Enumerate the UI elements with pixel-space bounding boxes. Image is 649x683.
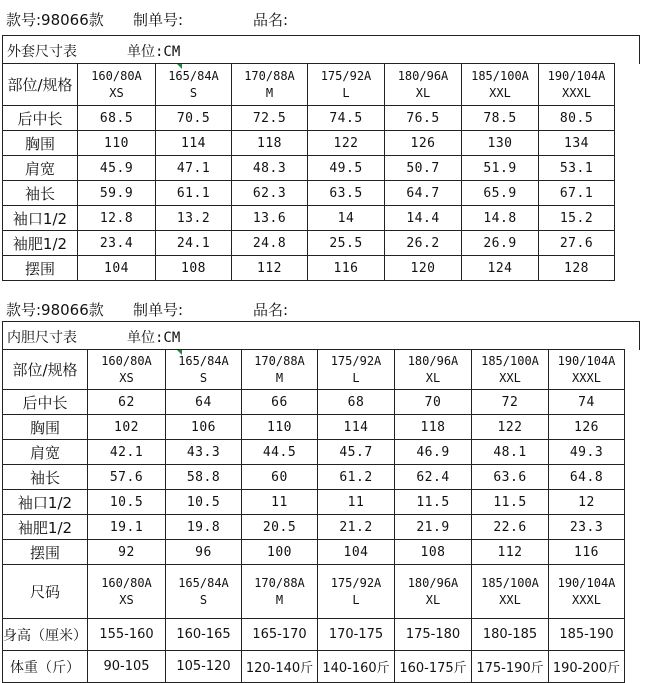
size-header-cell[interactable] bbox=[385, 64, 462, 106]
outer-unit[interactable]: 单位:CM bbox=[127, 44, 181, 60]
size-spec: 185/100A bbox=[481, 575, 539, 590]
table-row bbox=[3, 651, 625, 683]
size-code: XXL bbox=[499, 592, 521, 607]
size-spec: 185/100A bbox=[481, 353, 539, 368]
size-code: S bbox=[189, 85, 198, 100]
size-spec: 175/92A bbox=[330, 353, 382, 368]
size-spec: 160/80A bbox=[91, 68, 142, 83]
value-cell[interactable]: 23.4 bbox=[78, 231, 156, 256]
size-spec: 175/92A bbox=[330, 575, 382, 590]
value-cell[interactable]: 64.8 bbox=[549, 465, 625, 490]
value-cell[interactable]: 22.6 bbox=[472, 515, 549, 540]
size-header-cell[interactable] bbox=[308, 64, 385, 106]
size-header-cell[interactable] bbox=[395, 565, 472, 619]
value-cell[interactable]: 175-180 bbox=[395, 619, 472, 651]
size-header-cell[interactable] bbox=[242, 565, 318, 619]
row-label-cell[interactable]: 胸围 bbox=[3, 131, 78, 156]
value-cell[interactable]: 180-185 bbox=[472, 619, 549, 651]
table-row bbox=[3, 465, 625, 490]
size-header-cell[interactable] bbox=[88, 565, 166, 619]
outer-table-title[interactable]: 外套尺寸表 bbox=[7, 44, 77, 60]
size-code: XXXL bbox=[572, 370, 601, 385]
value-cell[interactable]: 90-105 bbox=[88, 651, 166, 683]
value-cell[interactable]: 80.5 bbox=[539, 106, 615, 131]
row-label-cell[interactable]: 袖口1/2 bbox=[3, 206, 78, 231]
corner-cell[interactable]: 尺码 bbox=[3, 565, 88, 619]
value-cell[interactable]: 49.3 bbox=[549, 440, 625, 465]
corner-cell[interactable]: 部位/规格 bbox=[3, 350, 88, 390]
size-code: S bbox=[199, 592, 208, 607]
value-cell[interactable]: 26.9 bbox=[462, 231, 539, 256]
table-row bbox=[3, 256, 615, 281]
size-header-cell[interactable] bbox=[78, 64, 156, 106]
value-cell[interactable]: 104 bbox=[318, 540, 395, 565]
size-code: XL bbox=[415, 85, 431, 100]
size-header-cell[interactable] bbox=[472, 350, 549, 390]
size-spec: 170/88A bbox=[254, 575, 305, 590]
value-cell[interactable]: 190-200斤 bbox=[549, 651, 625, 683]
row-label-cell[interactable]: 肩宽 bbox=[3, 440, 88, 465]
value-cell[interactable]: 160-175斤 bbox=[395, 651, 472, 683]
value-cell[interactable]: 45.7 bbox=[318, 440, 395, 465]
value-cell[interactable]: 160-165 bbox=[166, 619, 242, 651]
size-header-cell[interactable] bbox=[232, 64, 308, 106]
row-label-cell[interactable]: 袖口1/2 bbox=[3, 490, 88, 515]
size-spec: 160/80A bbox=[101, 353, 152, 368]
size-code: XXXL bbox=[562, 85, 591, 100]
size-header-cell[interactable] bbox=[472, 565, 549, 619]
value-cell[interactable]: 74.5 bbox=[308, 106, 385, 131]
value-cell[interactable]: 66 bbox=[242, 390, 318, 415]
value-cell[interactable]: 47.1 bbox=[156, 156, 232, 181]
product-name[interactable]: 品名: bbox=[253, 11, 289, 29]
size-header-row bbox=[3, 350, 625, 390]
value-cell[interactable]: 96 bbox=[166, 540, 242, 565]
row-label-cell[interactable]: 袖肥1/2 bbox=[3, 515, 88, 540]
size-code: XXL bbox=[489, 85, 511, 100]
value-cell[interactable]: 185-190 bbox=[549, 619, 625, 651]
value-cell[interactable]: 106 bbox=[166, 415, 242, 440]
size-header-cell[interactable] bbox=[462, 64, 539, 106]
value-cell[interactable]: 20.5 bbox=[242, 515, 318, 540]
value-cell[interactable]: 140-160斤 bbox=[318, 651, 395, 683]
value-cell[interactable]: 114 bbox=[318, 415, 395, 440]
table-row bbox=[3, 131, 615, 156]
value-cell[interactable]: 165-170 bbox=[242, 619, 318, 651]
outer-title-row bbox=[2, 35, 640, 64]
value-cell[interactable]: 12.8 bbox=[78, 206, 156, 231]
value-cell[interactable]: 45.9 bbox=[78, 156, 156, 181]
row-label-cell[interactable]: 摆围 bbox=[3, 540, 88, 565]
value-cell[interactable]: 24.8 bbox=[232, 231, 308, 256]
size-spec: 180/96A bbox=[397, 68, 449, 83]
value-cell[interactable]: 118 bbox=[395, 415, 472, 440]
table-row bbox=[3, 440, 625, 465]
value-cell[interactable]: 102 bbox=[88, 415, 166, 440]
value-cell[interactable]: 58.8 bbox=[166, 465, 242, 490]
value-cell[interactable]: 24.1 bbox=[156, 231, 232, 256]
row-label-cell[interactable]: 肩宽 bbox=[3, 156, 78, 181]
size-header-cell[interactable] bbox=[166, 565, 242, 619]
size-code: L bbox=[352, 592, 360, 607]
value-cell[interactable]: 114 bbox=[156, 131, 232, 156]
size-code: XL bbox=[425, 370, 441, 385]
value-cell[interactable]: 48.1 bbox=[472, 440, 549, 465]
value-cell[interactable]: 108 bbox=[156, 256, 232, 281]
value-cell[interactable]: 19.1 bbox=[88, 515, 166, 540]
value-cell[interactable]: 108 bbox=[395, 540, 472, 565]
size-code: S bbox=[199, 370, 208, 385]
outer-size-table bbox=[2, 63, 615, 281]
value-cell[interactable]: 44.5 bbox=[242, 440, 318, 465]
table-row bbox=[3, 206, 615, 231]
row-label-cell[interactable]: 摆围 bbox=[3, 256, 78, 281]
value-cell[interactable]: 11.5 bbox=[395, 490, 472, 515]
style-number[interactable]: 款号:98066款 bbox=[6, 11, 104, 29]
value-cell[interactable]: 53.1 bbox=[539, 156, 615, 181]
table-row bbox=[3, 415, 625, 440]
value-cell[interactable]: 155-160 bbox=[88, 619, 166, 651]
value-cell[interactable]: 175-190斤 bbox=[472, 651, 549, 683]
size-spec: 190/104A bbox=[547, 68, 606, 83]
size-header-cell[interactable] bbox=[395, 350, 472, 390]
inner-table-title[interactable]: 内胆尺寸表 bbox=[7, 330, 77, 346]
table-row bbox=[3, 390, 625, 415]
value-cell[interactable]: 104 bbox=[78, 256, 156, 281]
size-spec: 170/88A bbox=[244, 68, 295, 83]
table-row bbox=[3, 540, 625, 565]
value-cell[interactable]: 43.3 bbox=[166, 440, 242, 465]
size-code: XS bbox=[119, 592, 134, 607]
size-code: M bbox=[265, 85, 274, 100]
value-cell[interactable]: 130 bbox=[462, 131, 539, 156]
value-cell[interactable]: 21.2 bbox=[318, 515, 395, 540]
size-code: M bbox=[275, 370, 284, 385]
size-header-cell[interactable] bbox=[166, 350, 242, 390]
value-cell[interactable]: 120 bbox=[385, 256, 462, 281]
value-cell[interactable]: 70.5 bbox=[156, 106, 232, 131]
value-cell[interactable]: 10.5 bbox=[166, 490, 242, 515]
value-cell[interactable]: 110 bbox=[78, 131, 156, 156]
table-row bbox=[3, 515, 625, 540]
value-cell[interactable]: 14.4 bbox=[385, 206, 462, 231]
size-header-cell[interactable] bbox=[549, 565, 625, 619]
second-order-number[interactable]: 制单号: bbox=[133, 301, 184, 319]
value-cell[interactable]: 68 bbox=[318, 390, 395, 415]
row-label-cell[interactable]: 袖长 bbox=[3, 465, 88, 490]
value-cell[interactable]: 122 bbox=[308, 131, 385, 156]
cell-marker-icon-2 bbox=[177, 350, 182, 355]
table-row bbox=[3, 231, 615, 256]
size-spec: 165/84A bbox=[178, 575, 229, 590]
value-cell[interactable]: 124 bbox=[462, 256, 539, 281]
size-code: L bbox=[352, 370, 360, 385]
table-row bbox=[3, 156, 615, 181]
value-cell[interactable]: 11.5 bbox=[472, 490, 549, 515]
value-cell[interactable]: 50.7 bbox=[385, 156, 462, 181]
value-cell[interactable]: 67.1 bbox=[539, 181, 615, 206]
value-cell[interactable]: 62 bbox=[88, 390, 166, 415]
size-header-row bbox=[3, 64, 615, 106]
table-row bbox=[3, 181, 615, 206]
size-spec: 165/84A bbox=[168, 68, 219, 83]
row-label-cell[interactable]: 袖肥1/2 bbox=[3, 231, 78, 256]
value-cell[interactable]: 14.8 bbox=[462, 206, 539, 231]
value-cell[interactable]: 61.1 bbox=[156, 181, 232, 206]
value-cell[interactable]: 21.9 bbox=[395, 515, 472, 540]
value-cell[interactable]: 105-120 bbox=[166, 651, 242, 683]
size-header-cell[interactable] bbox=[242, 350, 318, 390]
second-product-name[interactable]: 品名: bbox=[253, 301, 289, 319]
value-cell[interactable]: 72 bbox=[472, 390, 549, 415]
value-cell[interactable]: 72.5 bbox=[232, 106, 308, 131]
value-cell[interactable]: 46.9 bbox=[395, 440, 472, 465]
size-header-cell[interactable] bbox=[156, 64, 232, 106]
value-cell[interactable]: 120-140斤 bbox=[242, 651, 318, 683]
size-code: XS bbox=[119, 370, 134, 385]
value-cell[interactable]: 13.2 bbox=[156, 206, 232, 231]
value-cell[interactable]: 42.1 bbox=[88, 440, 166, 465]
row-label-cell[interactable]: 身高（厘米） bbox=[3, 619, 88, 651]
size-spec: 165/84A bbox=[178, 353, 229, 368]
row-label-cell[interactable]: 后中长 bbox=[3, 390, 88, 415]
value-cell[interactable]: 110 bbox=[242, 415, 318, 440]
value-cell[interactable]: 126 bbox=[385, 131, 462, 156]
value-cell[interactable]: 68.5 bbox=[78, 106, 156, 131]
value-cell[interactable]: 12 bbox=[549, 490, 625, 515]
value-cell[interactable]: 112 bbox=[232, 256, 308, 281]
table-row bbox=[3, 619, 625, 651]
value-cell[interactable]: 100 bbox=[242, 540, 318, 565]
value-cell[interactable]: 19.8 bbox=[166, 515, 242, 540]
second-header-row bbox=[0, 294, 649, 321]
value-cell[interactable]: 170-175 bbox=[318, 619, 395, 651]
value-cell[interactable]: 51.9 bbox=[462, 156, 539, 181]
value-cell[interactable]: 134 bbox=[539, 131, 615, 156]
size-header-cell[interactable] bbox=[88, 350, 166, 390]
value-cell[interactable]: 63.6 bbox=[472, 465, 549, 490]
table-row bbox=[3, 106, 615, 131]
value-cell[interactable]: 64.7 bbox=[385, 181, 462, 206]
size-code: XS bbox=[109, 85, 124, 100]
value-cell[interactable]: 10.5 bbox=[88, 490, 166, 515]
size-header-cell[interactable] bbox=[318, 350, 395, 390]
value-cell[interactable]: 116 bbox=[549, 540, 625, 565]
value-cell[interactable]: 118 bbox=[232, 131, 308, 156]
value-cell[interactable]: 62.3 bbox=[232, 181, 308, 206]
value-cell[interactable]: 14 bbox=[308, 206, 385, 231]
table-row bbox=[3, 490, 625, 515]
size-spec: 180/96A bbox=[407, 353, 459, 368]
inner-unit[interactable]: 单位:CM bbox=[127, 330, 181, 346]
size-spec: 170/88A bbox=[254, 353, 305, 368]
row-label-cell[interactable]: 胸围 bbox=[3, 415, 88, 440]
value-cell[interactable]: 57.6 bbox=[88, 465, 166, 490]
size-code: XXXL bbox=[572, 592, 601, 607]
corner-cell[interactable]: 部位/规格 bbox=[3, 64, 78, 106]
value-cell[interactable]: 60 bbox=[242, 465, 318, 490]
row-label-cell[interactable]: 体重（斤） bbox=[3, 651, 88, 683]
value-cell[interactable]: 126 bbox=[549, 415, 625, 440]
value-cell[interactable]: 62.4 bbox=[395, 465, 472, 490]
value-cell[interactable]: 23.3 bbox=[549, 515, 625, 540]
value-cell[interactable]: 63.5 bbox=[308, 181, 385, 206]
size-header-cell[interactable] bbox=[539, 64, 615, 106]
order-number[interactable]: 制单号: bbox=[133, 11, 184, 29]
top-header-row bbox=[0, 4, 649, 31]
value-cell[interactable]: 64 bbox=[166, 390, 242, 415]
second-style-number[interactable]: 款号:98066款 bbox=[6, 301, 104, 319]
value-cell[interactable]: 76.5 bbox=[385, 106, 462, 131]
value-cell[interactable]: 59.9 bbox=[78, 181, 156, 206]
row-label-cell[interactable]: 后中长 bbox=[3, 106, 78, 131]
size-spec: 175/92A bbox=[320, 68, 372, 83]
size-header-cell[interactable] bbox=[318, 565, 395, 619]
cell-marker-icon bbox=[177, 64, 182, 69]
size-header-cell[interactable] bbox=[549, 350, 625, 390]
size-spec: 160/80A bbox=[101, 575, 152, 590]
value-cell[interactable]: 122 bbox=[472, 415, 549, 440]
value-cell[interactable]: 48.3 bbox=[232, 156, 308, 181]
size-header-row bbox=[3, 565, 625, 619]
value-cell[interactable]: 61.2 bbox=[318, 465, 395, 490]
value-cell[interactable]: 26.2 bbox=[385, 231, 462, 256]
value-cell[interactable]: 13.6 bbox=[232, 206, 308, 231]
value-cell[interactable]: 49.5 bbox=[308, 156, 385, 181]
value-cell[interactable]: 27.6 bbox=[539, 231, 615, 256]
size-spec: 190/104A bbox=[557, 353, 616, 368]
size-spec: 185/100A bbox=[471, 68, 529, 83]
value-cell[interactable]: 15.2 bbox=[539, 206, 615, 231]
value-cell[interactable]: 74 bbox=[549, 390, 625, 415]
value-cell[interactable]: 25.5 bbox=[308, 231, 385, 256]
size-spec: 190/104A bbox=[557, 575, 616, 590]
value-cell[interactable]: 112 bbox=[472, 540, 549, 565]
value-cell[interactable]: 116 bbox=[308, 256, 385, 281]
value-cell[interactable]: 70 bbox=[395, 390, 472, 415]
size-code: L bbox=[342, 85, 350, 100]
size-code: M bbox=[275, 592, 284, 607]
value-cell[interactable]: 65.9 bbox=[462, 181, 539, 206]
value-cell[interactable]: 11 bbox=[242, 490, 318, 515]
value-cell[interactable]: 78.5 bbox=[462, 106, 539, 131]
value-cell[interactable]: 128 bbox=[539, 256, 615, 281]
size-code: XL bbox=[425, 592, 441, 607]
inner-title-row bbox=[2, 321, 640, 350]
size-spec: 180/96A bbox=[407, 575, 459, 590]
inner-size-table bbox=[2, 349, 625, 683]
row-label-cell[interactable]: 袖长 bbox=[3, 181, 78, 206]
value-cell[interactable]: 92 bbox=[88, 540, 166, 565]
size-code: XXL bbox=[499, 370, 521, 385]
value-cell[interactable]: 11 bbox=[318, 490, 395, 515]
